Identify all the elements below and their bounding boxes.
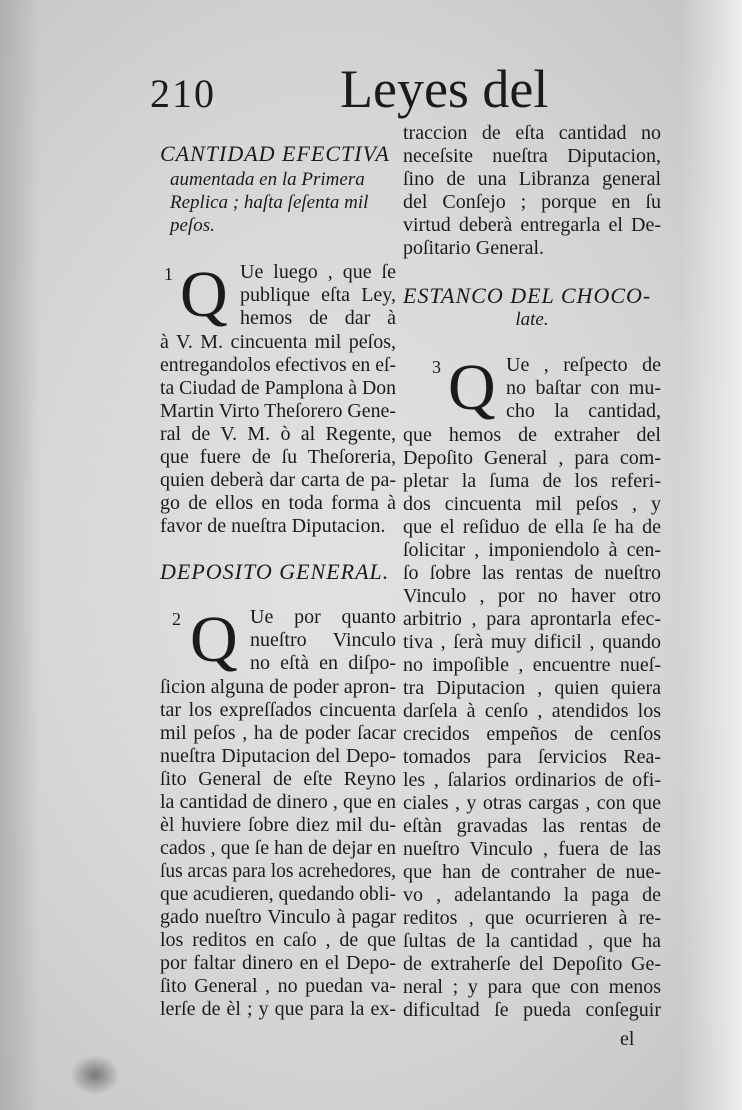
text-line: cados , que ſe han de dejar en [160,837,396,859]
ink-blot [70,1055,120,1095]
text-line: por faltar dinero en el Depo- [160,952,396,974]
text-line: nueſtro Vinculo , fuera de las [403,838,661,860]
text-line: crecidos empeños de cenſos [403,723,661,745]
text-line: ciales , y otras cargas , con que [403,792,661,814]
text-line: no impoſible , encuentre nueſ- [403,654,661,676]
text-line: gado nueſtro Vinculo à pagar [160,906,396,928]
text-line: no baſtar con mu- [506,377,661,399]
page-edge-right [682,0,742,1110]
paragraph-2-opening [250,606,396,675]
drop-cap: Q [180,258,228,331]
text-line: neral ; y para que con menos [403,976,661,998]
text-line: vo , adelantando la paga de [403,884,661,906]
text-line: hemos de dar à [240,307,396,329]
section-heading: CANTIDAD EFECTIVA [160,141,390,166]
text-line: ſus arcas para los acrehedores, [160,860,396,882]
text-line: ſito General , no puedan va- [160,975,396,997]
text-line: Ue por quanto [250,606,396,628]
running-title: Leyes del [340,59,549,119]
text-line: nueſtro Vinculo [250,629,396,651]
text-line: que acudieren, quedando obli- [160,883,396,905]
text-line: traccion de eſta cantidad no [403,122,661,144]
page-number: 210 [150,71,216,116]
text-line: publique eſta Ley, [240,284,396,306]
section-heading-continuation: late. [515,309,549,330]
text-line: ſicion alguna de poder apron- [160,676,396,698]
text-line: èl huviere ſobre diez mil du- [160,814,396,836]
text-line: Ue luego , que ſe [240,261,396,283]
text-line: eſtàn gravadas las rentas de [403,815,661,837]
text-line: la cantidad de dinero , que en [160,791,396,813]
text-line: no eſtà en diſpo- [250,652,396,674]
text-line: del Conſejo ; porque en ſu [403,191,661,213]
text-line: lerſe de èl ; y que para la ex- [160,998,396,1020]
text-line: tar los expreſſados cincuenta [160,699,396,721]
paragraph-number: 1 [164,264,173,284]
text-line: darſela à cenſo , atendidos los [403,700,661,722]
text-line: que el reſiduo de ella ſe ha de [403,516,661,538]
catchword: el [620,1028,635,1050]
text-line: pletar la ſuma de los referi- [403,470,661,492]
text-line: nueſtra Diputacion del Depo- [160,745,396,767]
text-line: tra Diputacion , quien quiera [403,677,661,699]
text-line: quien deberà dar carta de pa- [160,469,396,491]
page-shadow-left [0,0,40,1110]
text-line: ta Ciudad de Pamplona à Don [160,377,396,399]
text-line: ſito General de eſte Reyno [160,768,396,790]
text-line: ſultas de la cantidad , que ha [403,930,661,952]
text-line: arbitrio , para aprontarla efec- [403,608,661,630]
section-subtitle [170,168,396,237]
drop-cap: Q [190,603,238,676]
paragraph-1-opening [240,261,396,330]
text-line: favor de nueſtra Diputacion. [160,515,386,537]
text-line: Depoſito General , para com- [403,447,661,469]
text-line: peſos. [170,215,215,236]
text-line: à V. M. cincuenta mil peſos, [160,331,396,353]
drop-cap: Q [448,351,496,424]
text-line: que hemos de extraher del [403,424,661,446]
text-line: Replica ; haſta ſeſenta mil [170,192,369,213]
text-line: dificultad ſe pueda conſeguir [403,999,661,1021]
paragraph-3-opening [506,354,661,423]
paragraph-number: 2 [172,609,181,629]
text-line: Martin Virto Theſorero Gene- [160,400,396,422]
text-line: los reditos en caſo , de que [160,929,396,951]
text-line: dos cincuenta mil peſos , y [403,493,661,515]
text-line: reditos , que ocurrieren à re- [403,907,661,929]
section-heading: DEPOSITO GENERAL. [160,559,390,584]
text-line: cho la cantidad, [506,400,661,422]
text-line: ſo ſobre las rentas de nueſtro [403,562,661,584]
text-line: que han de contraher de nue- [403,861,661,883]
text-line: neceſsite nueſtra Diputacion, [403,145,661,167]
continuation-text [403,122,661,260]
paragraph-1 [160,331,396,538]
text-line: poſitario General. [403,237,545,259]
text-line: tiva , ſerà muy dificil , quando [403,631,661,653]
text-line: de extraherſe del Depoſito Ge- [403,953,661,975]
paragraph-2 [160,676,396,1021]
text-line: aumentada en la Primera [170,169,365,190]
text-line: entregandolos efectivos en eſ- [160,354,396,376]
text-line: tomados para ſervicios Rea- [403,746,661,768]
text-line: virtud deberà entregarla el De- [403,214,661,236]
text-line: que fuere de ſu Theſoreria, [160,446,396,468]
text-line: mil peſos , ha de poder ſacar [160,722,396,744]
section-heading-estanco [403,284,661,331]
section-heading-deposito [160,560,396,584]
text-line: Ue , reſpecto de [506,354,661,376]
paragraph-number: 3 [432,357,441,377]
text-line: ſolicitar , imponiendolo à cen- [403,539,661,561]
text-line: Vinculo , por no haver otro [403,585,661,607]
text-line: ral de V. M. ò al Regente, [160,423,396,445]
text-line: les , ſalarios ordinarios de ofi- [403,769,661,791]
paragraph-3 [403,424,661,1022]
text-line: ſino de una Libranza general [403,168,661,190]
text-line: go de ellos en toda forma à [160,492,396,514]
section-heading: ESTANCO DEL CHOCO- [403,283,652,308]
section-heading-cantidad [160,142,396,166]
